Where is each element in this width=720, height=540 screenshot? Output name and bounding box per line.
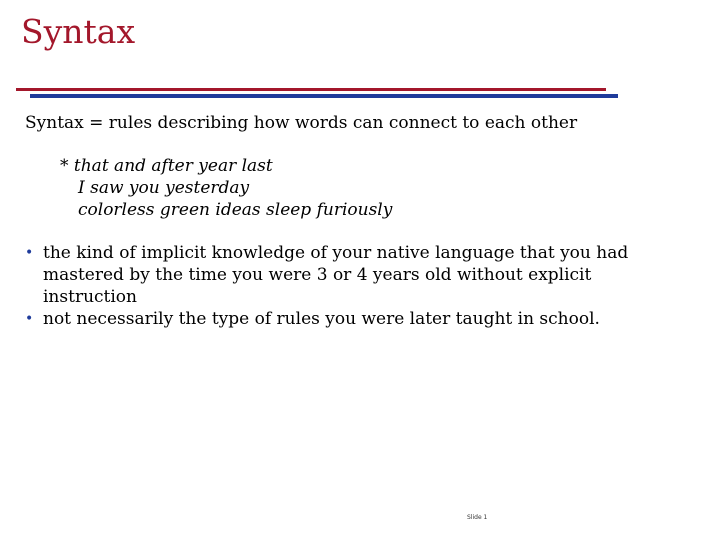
slide-number: Slide 1 [467, 514, 488, 521]
bullet-item [25, 308, 665, 330]
example-nonsense-grammatical: colorless green ideas sleep furiously [78, 200, 393, 220]
bullet-item [25, 242, 665, 308]
bullet-text: not necessarily the type of rules you were later taught in school. [43, 309, 600, 329]
bullet-text: the kind of implicit knowledge of your native language that you had mastered by the time you were 3 or 4 years old without explicit instruction [43, 243, 629, 307]
bullet-icon: • [25, 311, 34, 327]
definition-text: Syntax = rules describing how words can connect to each other [25, 113, 578, 133]
bullet-icon: • [25, 245, 34, 261]
example-grammatical: I saw you yesterday [78, 178, 250, 198]
example-ungrammatical: * that and after year last [60, 156, 273, 176]
title-underline-red [16, 88, 606, 91]
title-underline-blue [30, 94, 618, 98]
examples-block [60, 155, 392, 221]
slide-title: Syntax [21, 12, 136, 51]
bullet-list [25, 242, 665, 330]
